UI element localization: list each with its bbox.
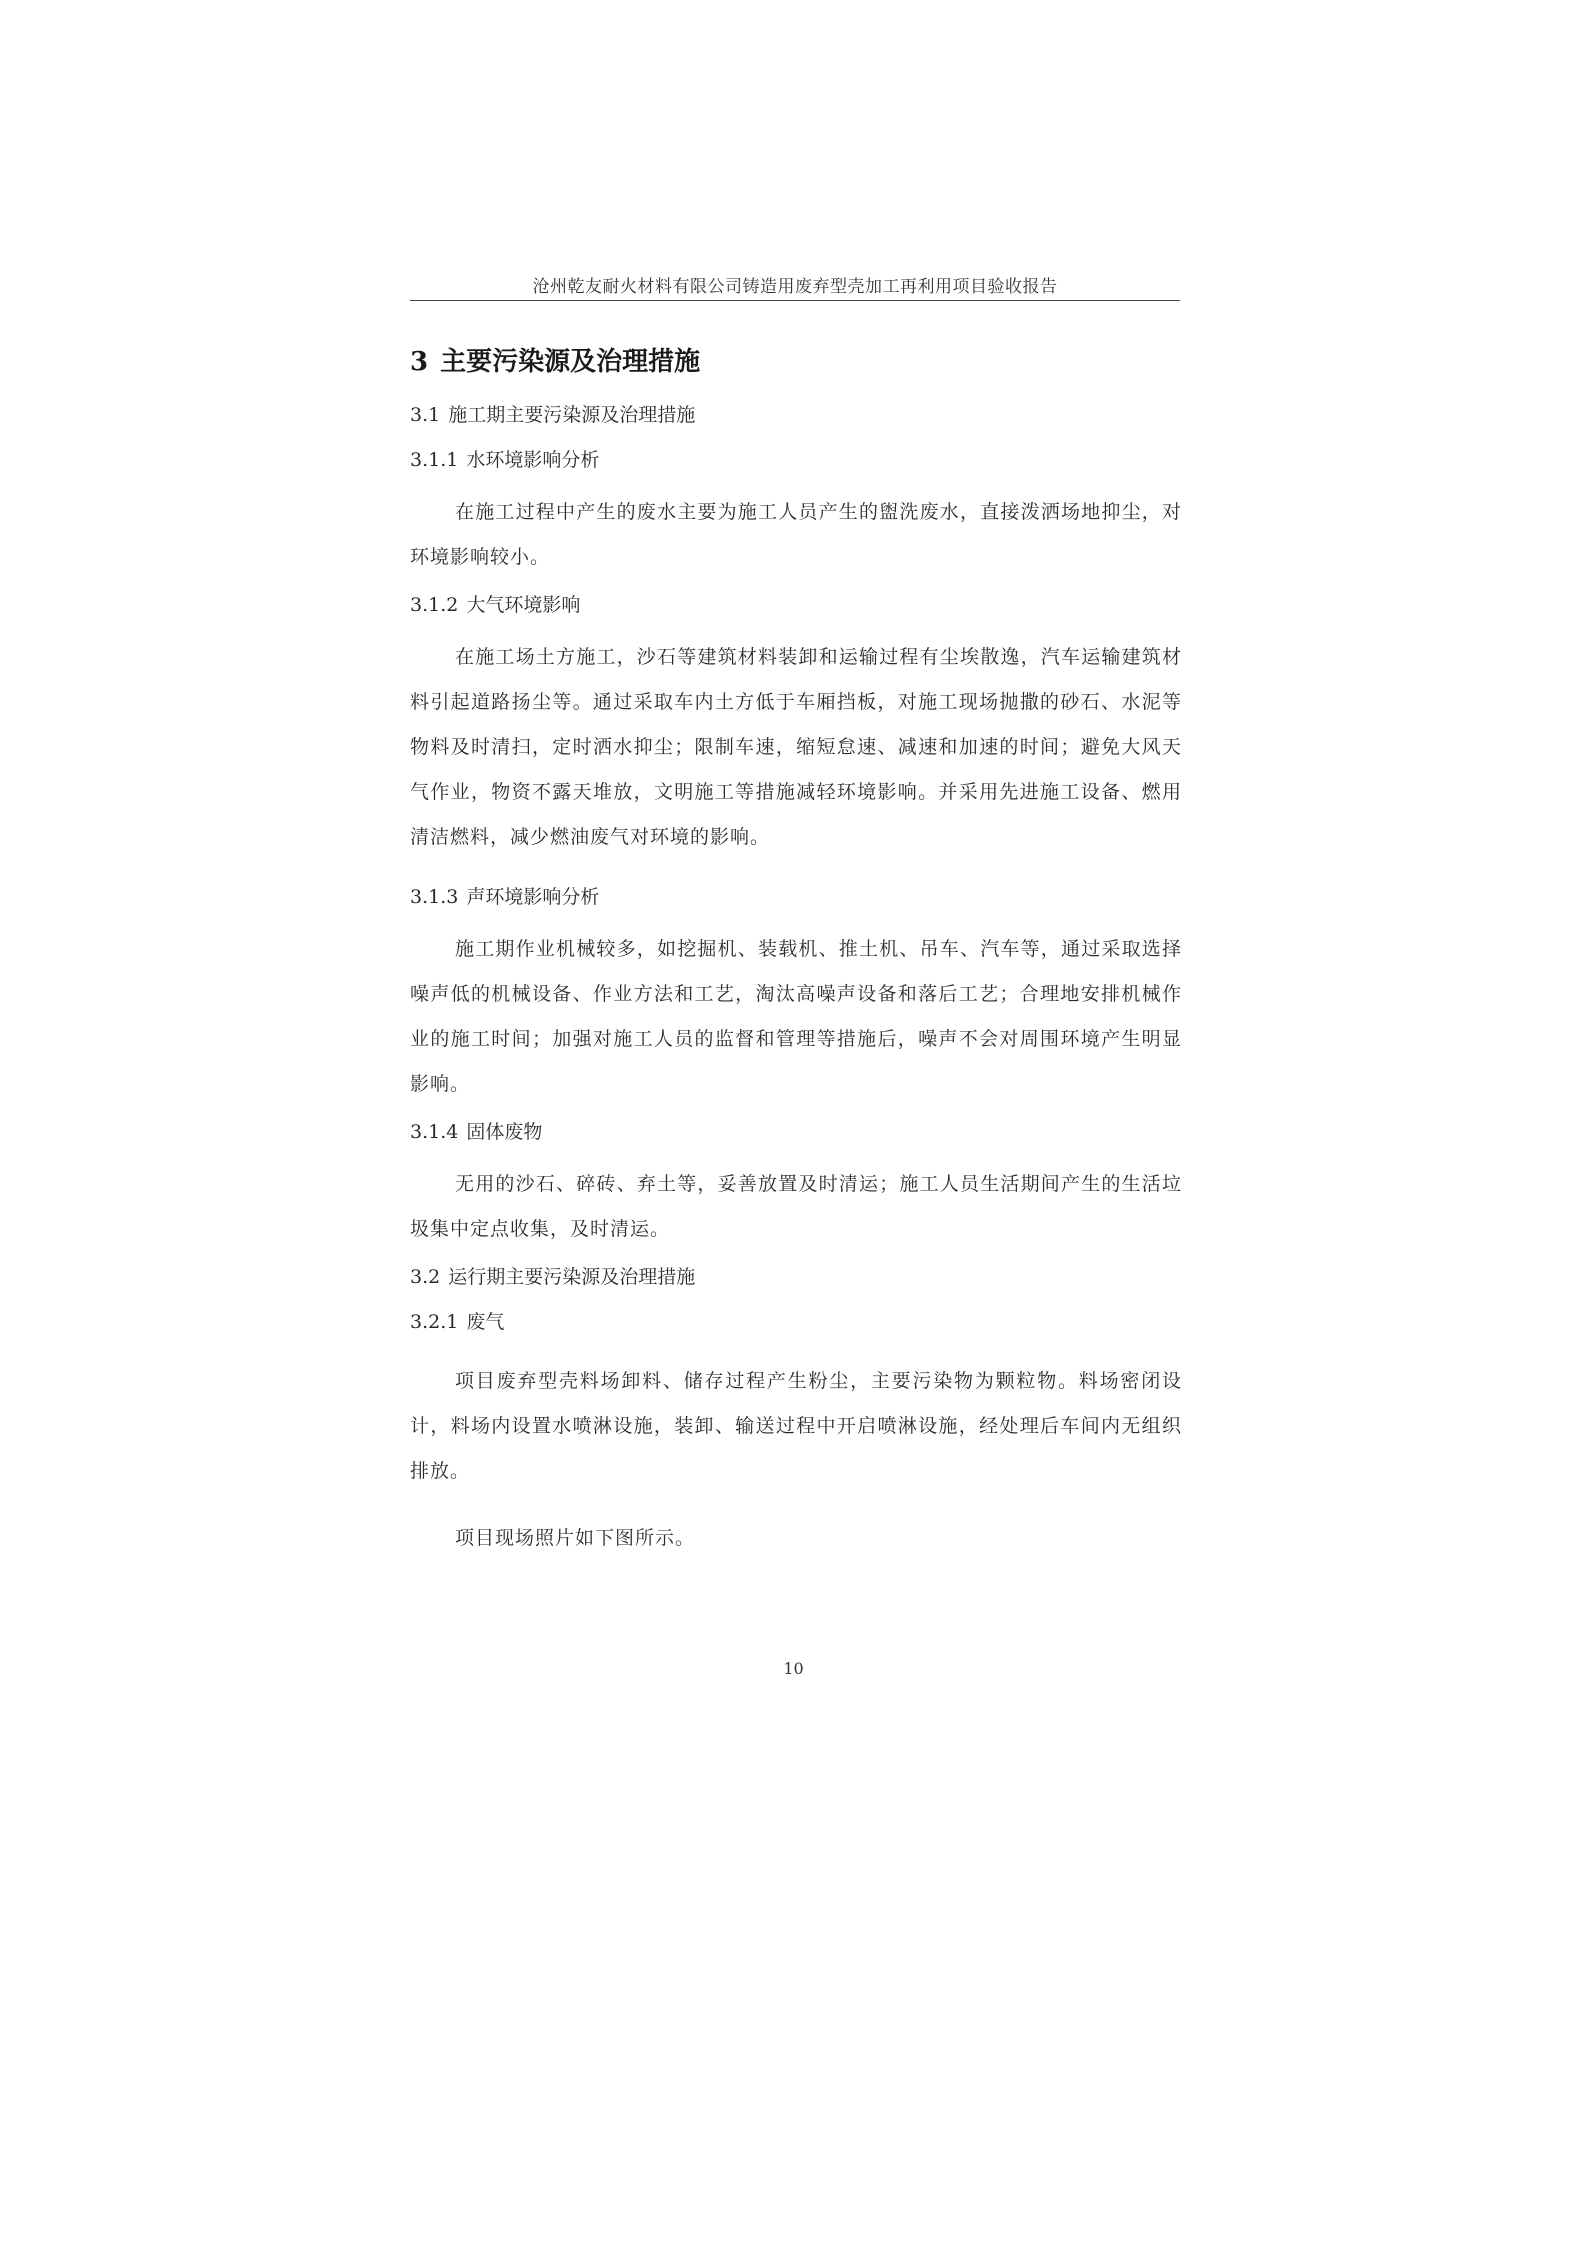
section-number: 3.2 <box>410 1266 441 1288</box>
subsection-number: 3.1.3 <box>410 886 459 908</box>
subsection-number: 3.1.4 <box>410 1121 459 1143</box>
subsection-title: 声环境影响分析 <box>466 886 600 908</box>
subsection-title: 固体废物 <box>466 1121 543 1143</box>
paragraph: 无用的沙石、碎砖、弃土等，妥善放置及时清运；施工人员生活期间产生的生活垃圾集中定点收集，及时清运。 <box>410 1173 1182 1240</box>
page-number: 10 <box>783 1659 804 1678</box>
paragraph: 项目废弃型壳料场卸料、储存过程产生粉尘，主要污染物为颗粒物。料场密闭设计，料场内设置水喷淋设施，装卸、输送过程中开启喷淋设施，经处理后车间内无组织排放。 <box>410 1370 1182 1482</box>
running-header: 沧州乾友耐火材料有限公司铸造用废弃型壳加工再利用项目验收报告 <box>532 277 1058 297</box>
section-title: 运行期主要污染源及治理措施 <box>448 1266 696 1288</box>
chapter-number: 3 <box>410 347 429 377</box>
paragraph: 项目现场照片如下图所示。 <box>455 1527 696 1549</box>
section-heading <box>410 400 1182 430</box>
paragraph: 施工期作业机械较多，如挖掘机、装载机、推土机、吊车、汽车等，通过采取选择噪声低的机械设备、作业方法和工艺，淘汰高噪声设备和落后工艺；合理地安排机械作业的施工时间；加强对施工人员的监督和管理等措施后，噪声不会对周围环境产生明显影响。 <box>410 938 1182 1095</box>
subsection-heading <box>410 882 1182 912</box>
subsection-heading <box>410 1307 1182 1337</box>
subsection-title: 废气 <box>466 1311 505 1333</box>
subsection-number: 3.2.1 <box>410 1311 459 1333</box>
paragraph: 在施工过程中产生的废水主要为施工人员产生的盥洗废水，直接泼洒场地抑尘，对环境影响较小。 <box>410 501 1182 568</box>
paragraph: 在施工场土方施工，沙石等建筑材料装卸和运输过程有尘埃散逸，汽车运输建筑材料引起道路扬尘等。通过采取车内土方低于车厢挡板，对施工现场抛撒的砂石、水泥等物料及时清扫，定时洒水抑尘；限制车速，缩短怠速、减速和加速的时间；避免大风天气作业，物资不露天堆放，文明施工等措施减轻环境影响。并采用先进施工设备、燃用清洁燃料，减少燃油废气对环境的影响。 <box>410 646 1182 848</box>
chapter-title: 主要污染源及治理措施 <box>440 347 701 377</box>
subsection-number: 3.1.2 <box>410 594 459 616</box>
section-number: 3.1 <box>410 404 441 426</box>
chapter-heading <box>410 342 1182 382</box>
document-body <box>410 342 1182 1571</box>
subsection-heading <box>410 445 1182 475</box>
subsection-heading <box>410 590 1182 620</box>
subsection-title: 水环境影响分析 <box>466 449 600 471</box>
section-heading <box>410 1262 1182 1292</box>
section-title: 施工期主要污染源及治理措施 <box>448 404 696 426</box>
subsection-heading <box>410 1117 1182 1147</box>
subsection-number: 3.1.1 <box>410 449 459 471</box>
header-rule <box>410 300 1180 301</box>
subsection-title: 大气环境影响 <box>466 594 581 616</box>
